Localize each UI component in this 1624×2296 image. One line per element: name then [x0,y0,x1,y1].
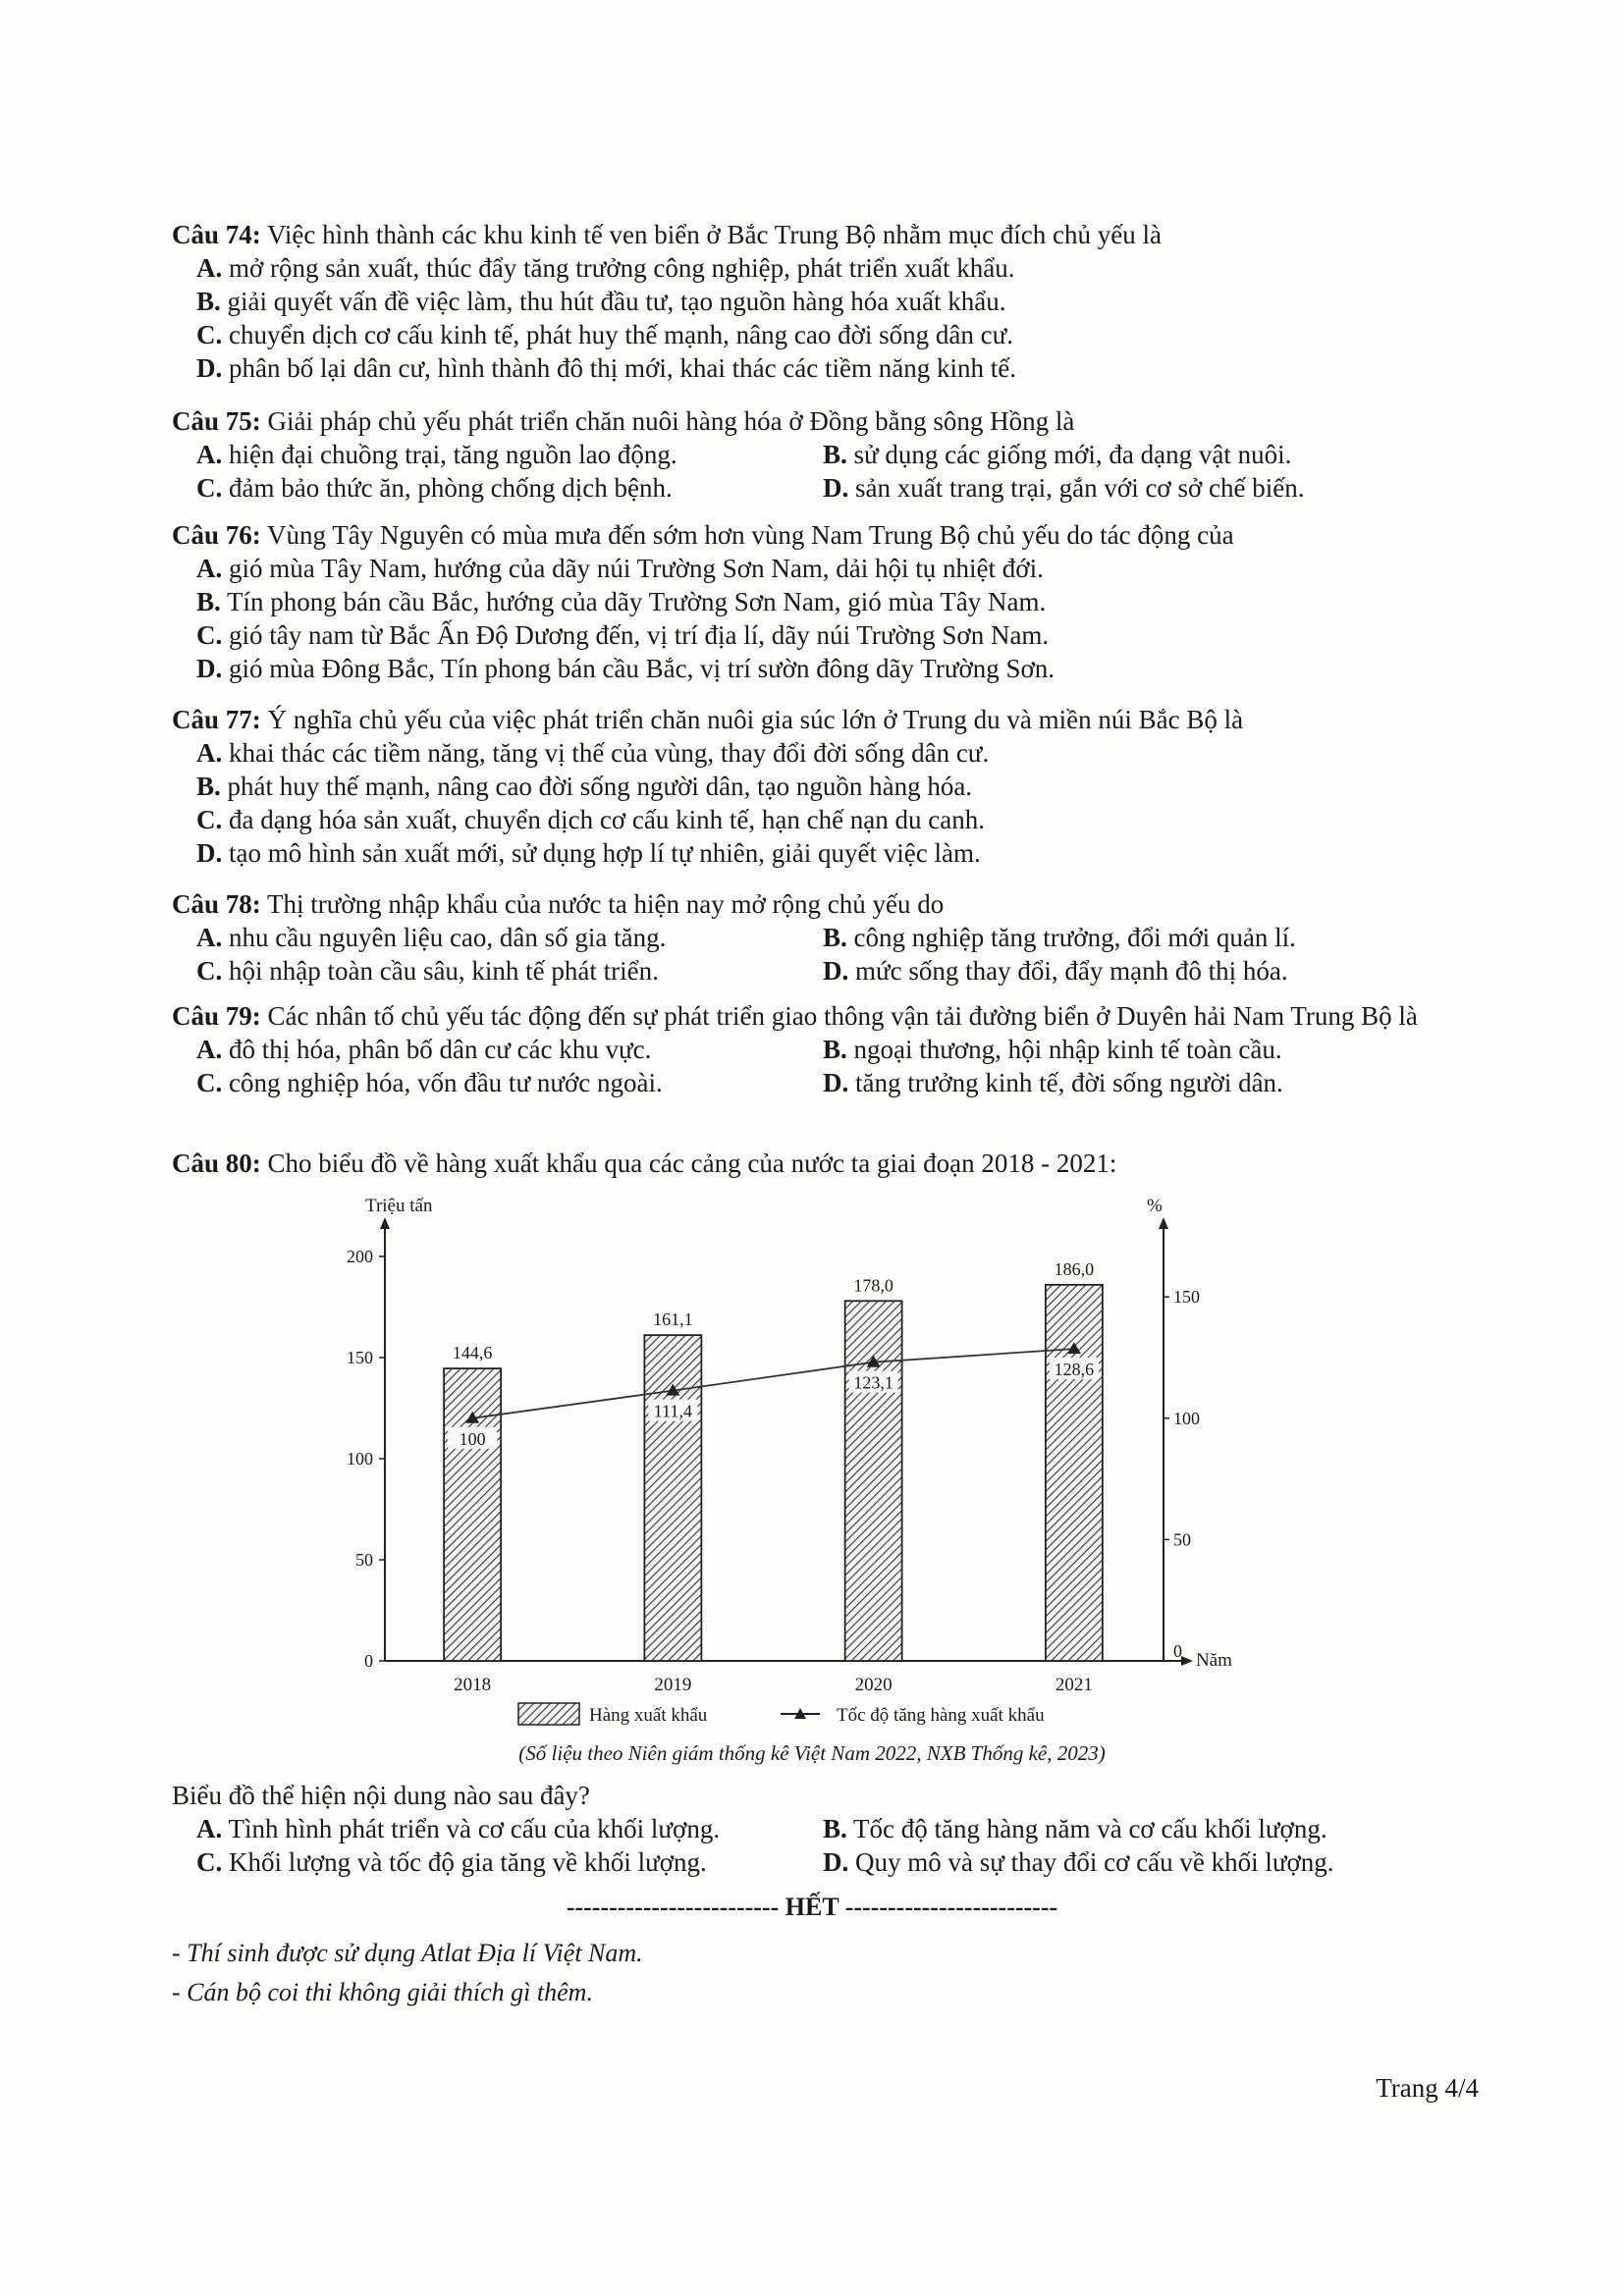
option-b[interactable] [823,921,1449,954]
option-text: đa dạng hóa sản xuất, chuyển dịch cơ cấu kinh tế, hạn chế nạn du canh. [222,805,986,834]
line-value-label: 111,4 [653,1401,692,1421]
bar [1046,1285,1103,1661]
option-c[interactable] [196,954,823,988]
option-letter: B. [823,1035,847,1064]
option-a[interactable] [172,736,1468,770]
question-text: Giải pháp chủ yếu phát triển chăn nuôi hàng hóa ở Đồng bằng sông Hồng là [260,406,1075,436]
option-letter: A. [196,440,223,469]
legend-bar-label: Hàng xuất khẩu [589,1705,708,1726]
question-text: Cho biểu đồ về hàng xuất khẩu qua các cảng của nước ta giai đoạn 2018 - 2021: [260,1148,1117,1178]
line-value-label: 128,6 [1054,1360,1095,1380]
option-letter: D. [823,1068,849,1097]
y-axis-right-arrow [1159,1217,1168,1229]
chart-source: (Số liệu theo Niên giám thống kê Việt Nam 2022, NXB Thống kê, 2023) [518,1741,1106,1765]
bar-series [444,1285,1103,1661]
line-value-label: 123,1 [853,1372,893,1393]
option-a[interactable] [196,1812,823,1845]
option-letter: D. [196,838,223,868]
option-c[interactable] [172,803,1468,836]
option-text: chuyển dịch cơ cấu kinh tế, phát huy thế mạnh, nâng cao đời sống dân cư. [222,320,1013,349]
option-d[interactable] [823,1066,1449,1099]
exam-notes [172,1934,643,2012]
x-axis-label: Năm [1196,1650,1232,1671]
option-text: đô thị hóa, phân bố dân cư các khu vực. [222,1035,652,1064]
question-text: Thị trường nhập khẩu của nước ta hiện nay mở rộng chủ yếu do [260,889,945,919]
option-letter: C. [196,1847,223,1877]
option-letter: B. [196,287,221,316]
y-tick-label-left: 200 [347,1247,373,1266]
bar-value-label: 178,0 [853,1275,893,1296]
question-78 [172,887,1468,988]
x-tick-label: 2019 [654,1675,692,1695]
option-letter: A. [196,554,223,583]
option-d[interactable] [172,836,1468,870]
option-b[interactable] [172,285,1468,318]
option-b[interactable] [823,1812,1449,1845]
y-axis-label-right: % [1147,1196,1163,1216]
option-d[interactable] [172,652,1468,685]
option-c[interactable] [196,1845,823,1879]
legend [518,1703,1045,1726]
option-b[interactable] [172,770,1468,803]
y-axis-label-left: Triệu tấn [365,1196,433,1216]
note-atlat: - Thí sinh được sử dụng Atlat Địa lí Việt Nam. [172,1939,643,1967]
option-text: gió mùa Tây Nam, hướng của dãy núi Trường Sơn Nam, dải hội tụ nhiệt đới. [222,554,1044,583]
option-c[interactable] [196,471,823,505]
option-a[interactable] [172,251,1468,285]
option-text: mở rộng sản xuất, thúc đẩy tăng trưởng công nghiệp, phát triển xuất khẩu. [222,253,1015,283]
option-text: ngoại thương, hội nhập kinh tế toàn cầu. [846,1035,1282,1064]
option-text: gió mùa Đông Bắc, Tín phong bán cầu Bắc, vị trí sườn đông dãy Trường Sơn. [222,654,1056,683]
option-text: hiện đại chuồng trại, tăng nguồn lao động. [222,440,677,469]
option-a[interactable] [196,921,823,954]
option-text: phân bố lại dân cư, hình thành đô thị mới, khai thác các tiềm năng kinh tế. [222,353,1016,383]
option-a[interactable] [196,438,823,471]
option-text: Khối lượng và tốc độ gia tăng về khối lượng. [222,1847,707,1877]
data-labels [453,1259,1094,1695]
option-letter: D. [823,473,849,503]
option-b[interactable] [823,1033,1449,1066]
option-b[interactable] [823,438,1449,471]
question-label: Câu 80: [172,1148,261,1178]
x-tick-label: 2020 [854,1675,893,1695]
option-letter: A. [196,738,223,768]
bar-value-label: 144,6 [452,1343,493,1363]
y-tick-label-left: 100 [347,1449,373,1468]
option-letter: D. [196,654,223,683]
option-d[interactable] [172,351,1468,385]
option-letter: B. [823,923,847,952]
y-tick-label-right: 150 [1173,1287,1200,1308]
question-prompt: Biểu đồ thể hiện nội dung nào sau đây? [172,1781,590,1810]
bar [845,1301,902,1661]
option-letter: C. [196,956,223,986]
question-label: Câu 79: [172,1001,261,1031]
option-letter: C. [196,620,223,650]
question-75 [172,404,1468,505]
question-label: Câu 76: [172,520,261,550]
option-letter: A. [196,1814,223,1843]
option-a[interactable] [172,552,1468,585]
question-77 [172,703,1468,870]
option-letter: D. [823,1847,849,1877]
option-text: đảm bảo thức ăn, phòng chống dịch bệnh. [222,473,673,503]
option-c[interactable] [172,318,1468,351]
option-text: tạo mô hình sản xuất mới, sử dụng hợp lí tự nhiên, giải quyết việc làm. [222,838,981,868]
x-axis-arrow [1181,1656,1193,1666]
option-d[interactable] [823,1845,1449,1879]
question-label: Câu 77: [172,705,261,734]
option-letter: C. [196,320,223,349]
question-79 [172,999,1468,1099]
question-label: Câu 75: [172,406,261,436]
option-text: sản xuất trang trại, gắn với cơ sở chế biến. [848,473,1305,503]
y-tick-label-left: 0 [364,1651,373,1671]
option-b[interactable] [172,585,1468,618]
option-text: phát huy thế mạnh, nâng cao đời sống người dân, tạo nguồn hàng hóa. [220,772,973,801]
option-letter: C. [196,473,223,503]
growth-line [472,1349,1074,1418]
option-text: Tốc độ tăng hàng năm và cơ cấu khối lượng. [846,1814,1327,1843]
question-text: Việc hình thành các khu kinh tế ven biển ở Bắc Trung Bộ nhằm mục đích chủ yếu là [260,220,1162,249]
y-tick-label-right: 0 [1173,1641,1182,1661]
option-text: mức sống thay đổi, đẩy mạnh đô thị hóa. [848,956,1288,986]
option-c[interactable] [172,618,1468,652]
option-text: tăng trưởng kinh tế, đời sống người dân. [848,1068,1283,1097]
option-letter: C. [196,805,223,834]
end-marker: ------------------------- HẾT ------------------------- [566,1893,1058,1921]
option-d[interactable] [823,954,1449,988]
x-tick-label: 2021 [1055,1675,1093,1695]
page-number: Trang 4/4 [1376,2073,1479,2103]
option-text: khai thác các tiềm năng, tăng vị thế của vùng, thay đổi đời sống dân cư. [222,738,990,768]
y-tick-label-left: 50 [355,1550,373,1570]
option-letter: A. [196,253,223,283]
question-80-options [172,1779,1468,1879]
option-letter: B. [196,772,221,801]
question-74 [172,218,1468,385]
x-tick-label: 2018 [454,1675,492,1695]
option-letter: A. [196,1035,223,1064]
option-text: Tình hình phát triển và cơ cấu của khối lượng. [222,1814,721,1843]
y-tick-label-left: 150 [347,1348,373,1367]
y-axis-left-arrow [380,1217,390,1229]
option-text: gió tây nam từ Bắc Ấn Độ Dương đến, vị trí địa lí, dãy núi Trường Sơn Nam. [222,620,1050,650]
line-series [448,1342,1099,1449]
option-text: nhu cầu nguyên liệu cao, dân số gia tăng. [222,923,667,952]
legend-bar-swatch [518,1703,579,1725]
option-text: công nghiệp tăng trưởng, đổi mới quản lí. [846,923,1296,952]
option-text: hội nhập toàn cầu sâu, kinh tế phát triển. [222,956,659,986]
question-text: Vùng Tây Nguyên có mùa mưa đến sớm hơn vùng Nam Trung Bộ chủ yếu do tác động của [260,520,1234,550]
option-letter: B. [823,1814,847,1843]
line-value-label: 100 [459,1428,486,1449]
question-text: Các nhân tố chủ yếu tác động đến sự phát triển giao thông vận tải đường biển ở Duyên hải Nam Trung Bộ là [260,1001,1418,1031]
question-76 [172,518,1468,685]
option-letter: C. [196,1068,223,1097]
option-letter: B. [823,440,847,469]
option-c[interactable] [196,1066,823,1099]
option-text: giải quyết vấn đề việc làm, thu hút đầu tư, tạo nguồn hàng hóa xuất khẩu. [220,287,1006,316]
option-letter: A. [196,923,223,952]
question-80 [172,1147,1468,1180]
y-tick-label-right: 50 [1173,1529,1191,1550]
option-letter: B. [196,587,221,616]
option-a[interactable] [196,1033,823,1066]
y-tick-label-right: 100 [1173,1408,1200,1428]
bar-value-label: 161,1 [653,1309,693,1330]
bar-value-label: 186,0 [1054,1258,1095,1279]
option-text: sử dụng các giống mới, đa dạng vật nuôi. [846,440,1292,469]
export-chart [324,1188,1247,1737]
option-letter: D. [823,956,849,986]
note-no-explain: - Cán bộ coi thi không giải thích gì thêm. [172,1978,593,2006]
question-label: Câu 74: [172,220,261,249]
option-letter: D. [196,353,223,383]
legend-line-label: Tốc độ tăng hàng xuất khẩu [837,1705,1045,1726]
question-text: Ý nghĩa chủ yếu của việc phát triển chăn nuôi gia súc lớn ở Trung du và miền núi Bắc Bộ là [260,705,1244,734]
option-text: Quy mô và sự thay đổi cơ cấu về khối lượng. [848,1847,1334,1877]
option-text: công nghiệp hóa, vốn đầu tư nước ngoài. [222,1068,663,1097]
option-d[interactable] [823,471,1449,505]
question-label: Câu 78: [172,889,261,919]
option-text: Tín phong bán cầu Bắc, hướng của dãy Trường Sơn Nam, gió mùa Tây Nam. [220,587,1047,616]
